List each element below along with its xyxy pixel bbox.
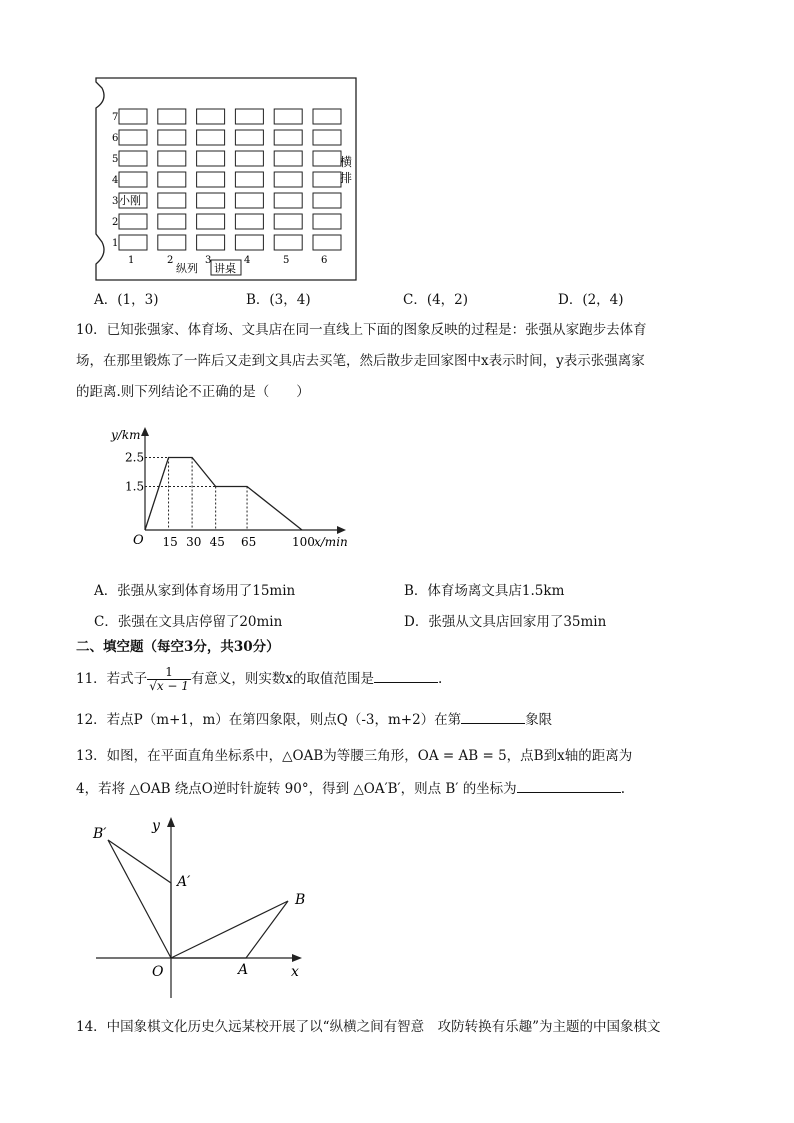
chart-x-tick-label: 45 [209,535,225,549]
seat-desk [119,130,147,145]
row-label-2: 2 [112,217,119,228]
q12-line [76,709,552,729]
q9-option-d[interactable]: D．(2，4) [558,292,624,308]
q11-end: . [438,671,443,687]
q9-option-b[interactable]: B．(3，4) [246,292,311,308]
q10-option-b[interactable]: B．体育场离文具店1.5km [404,583,565,599]
q12-answer-blank[interactable] [461,709,525,724]
seat-desk [274,151,302,166]
label-y: y [152,818,160,834]
seat-desk [119,151,147,166]
seat-desk [274,109,302,124]
side-label-pai: 排 [340,171,353,185]
seat-chart-figure [88,74,368,284]
chart-y-tick-label: 2.5 [125,450,145,465]
q13-line-2-prefix: 4，若将 △OAB 绕点O逆时针旋转 90°，得到 △OA′B′，则点 B′ 的坐标为 [76,781,517,797]
x-axis-arrow-icon [292,954,302,962]
q11-answer-blank[interactable] [374,668,438,683]
seat-desk [158,172,186,187]
q13-end: . [620,781,625,797]
seat-desk [274,172,302,187]
seat-desk [313,214,341,229]
rotation-coordinate-figure [88,812,318,1004]
seat-desk [274,193,302,208]
seat-desk [274,214,302,229]
seat-desk [197,151,225,166]
label-a: A [238,962,249,978]
seat-desk [313,130,341,145]
seat-desk [119,214,147,229]
side-label-heng: 横 [340,155,353,169]
row-label-6: 6 [112,133,119,144]
seat-desk [197,109,225,124]
q12-suffix: 象限 [525,712,553,728]
seat-desk [235,214,263,229]
chart-y-axis-arrow-icon [141,427,149,436]
seat-label-xiaogang: 小刚 [119,194,141,207]
chart-x-tick-label: 100 [292,535,315,549]
seat-desk [313,109,341,124]
row-label-3: 3 [112,196,119,207]
col-label-3: 3 [205,255,212,266]
seat-desk [158,109,186,124]
chart-y-tick-label: 1.5 [125,479,145,494]
seat-desk [197,130,225,145]
seat-desk [119,235,147,250]
row-label-4: 4 [112,175,119,186]
chart-x-tick-label: 65 [241,535,257,549]
label-b-prime: B′ [93,826,107,842]
q10-line-2: 场，在那里锻炼了一阵后又走到文具店去买笔，然后散步走回家图中x表示时间，y表示张强离家 [76,353,645,369]
label-b: B [295,892,306,908]
seat-desk [313,193,341,208]
chart-x-axis-label: x/min [314,535,348,549]
seat-desk [274,130,302,145]
col-label-6: 6 [321,255,328,266]
label-o: O [152,964,164,980]
seat-desk [235,109,263,124]
q14-line-1: 14．中国象棋文化历史久远某校开展了以“纵横之间有智意 攻防转换有乐趣”为主题的中国象棋文 [76,1019,661,1035]
q11-suffix: 有意义，则实数x的取值范围是 [190,671,375,687]
seat-desk [197,172,225,187]
col-label-5: 5 [283,255,290,266]
chart-x-tick-label: 30 [186,535,202,549]
seat-desk [158,151,186,166]
q12-prefix: 12．若点P（m+1，m）在第四象限，则点Q（-3，m+2）在第 [76,712,462,728]
y-axis-arrow-icon [167,817,175,827]
seat-desk [158,193,186,208]
seat-desk [235,235,263,250]
seat-desk [119,109,147,124]
q11-fraction-denominator: √x − 1 [149,679,189,693]
seat-desk [235,130,263,145]
seat-desk [158,130,186,145]
seat-desk [313,151,341,166]
seat-desk [235,193,263,208]
label-x: x [291,964,299,980]
chart-x-tick-label: 15 [162,535,178,549]
col-axis-label: 纵列 [176,262,198,275]
q13-line-2 [76,778,625,798]
col-label-2: 2 [167,255,174,266]
seat-desk [119,172,147,187]
section-heading-fill-in: 二、填空题（每空3分，共30分） [76,639,280,655]
triangle-oab [171,901,288,958]
seat-desk [197,214,225,229]
seat-desk [197,193,225,208]
q10-line-3: 的距离.则下列结论不正确的是（ ） [76,384,310,400]
row-label-1: 1 [112,238,119,249]
chart-x-axis-arrow-icon [337,526,346,534]
q10-option-a[interactable]: A．张强从家到体育场用了15min [94,583,296,599]
seat-desk [313,235,341,250]
seat-desk [235,172,263,187]
row-label-5: 5 [112,154,119,165]
q10-line-1: 10．已知张强家、体育场、文具店在同一直线上下面的图象反映的过程是：张强从家跑步去体育 [76,322,647,338]
seat-desk [158,235,186,250]
seat-desk [197,235,225,250]
chart-origin-label: O [133,533,144,548]
label-a-prime: A′ [177,874,191,890]
triangle-oa-prime-b-prime [108,840,171,958]
q13-line-1: 13．如图，在平面直角坐标系中，△OAB为等腰三角形，OA = AB = 5，点B到x轴的距离为 [76,748,633,764]
seat-desk [235,151,263,166]
q11-prefix: 11．若式子 [76,671,148,687]
teacher-desk-label: 讲桌 [214,262,236,275]
chart-y-axis-label: y/km [111,428,141,442]
col-label-4: 4 [244,255,251,266]
q10-option-d[interactable]: D．张强从文具店回家用了35min [404,614,607,630]
seat-desk [313,172,341,187]
q9-option-a[interactable]: A．(1，3) [94,292,159,308]
q13-answer-blank[interactable] [517,778,621,793]
seat-desk [274,235,302,250]
q9-option-c[interactable]: C．(4，2) [403,292,469,308]
col-label-1: 1 [128,255,135,266]
seat-desk [158,214,186,229]
row-label-7: 7 [112,112,119,123]
q11-line [76,666,442,693]
q11-fraction-numerator: 1 [165,665,173,679]
q11-fraction [147,666,191,693]
distance-time-chart [100,425,360,555]
q10-option-c[interactable]: C．张强在文具店停留了20min [94,614,283,630]
